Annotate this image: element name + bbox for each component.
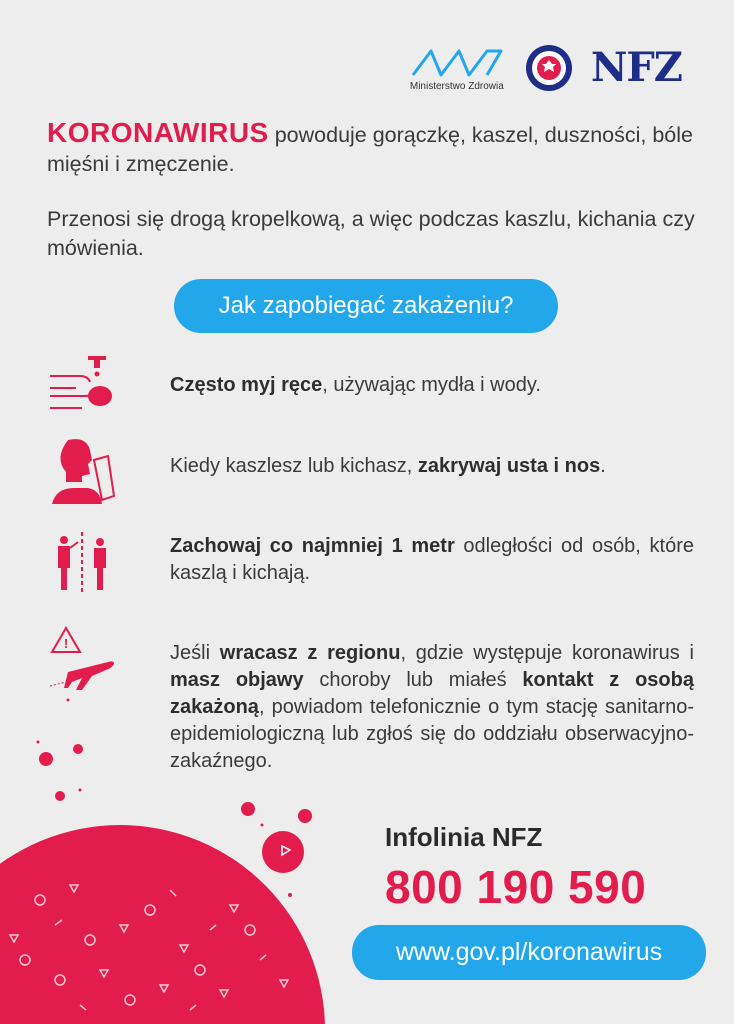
tip-4-bold-1: wracasz z regionu — [219, 642, 401, 664]
hand-wash-icon — [48, 352, 116, 422]
tip-4-bold-2: masz objawy — [170, 669, 304, 691]
tip-cover-mouth — [170, 453, 694, 480]
koronawirus-url-link[interactable]: www.gov.pl/koronawirus — [352, 925, 706, 980]
tip-4-text-2: , gdzie występuje koronawirus i — [400, 642, 695, 664]
tip-1-text: , używając mydła i wody. — [322, 374, 541, 396]
tip-3-text: odległości od osób, które kaszlą i kichają. — [170, 535, 694, 584]
svg-text:!: ! — [63, 636, 69, 651]
tip-2-end: . — [600, 455, 606, 477]
tip-1-bold: Często myj ręce — [170, 374, 323, 396]
keyword-koronawirus: KORONAWIRUS — [47, 117, 269, 148]
prevention-question-pill: Jak zapobiegać zakażeniu? — [174, 279, 558, 333]
tip-4-text-3: choroby lub miałeś — [303, 669, 523, 691]
cover-mouth-icon — [48, 436, 116, 506]
infoline-title: Infolinia NFZ — [385, 822, 543, 852]
sanitary-inspection-logo — [525, 44, 573, 92]
distance-icon — [48, 530, 116, 600]
travel-warning-icon — [48, 626, 116, 706]
tip-4-bold-3: kontakt z osobą zakażoną — [170, 669, 694, 718]
ministry-name: Ministerstwo Zdrowia — [409, 80, 504, 92]
ministry-wave-icon — [409, 45, 505, 79]
tip-3-bold: Zachowaj co najmniej 1 metr — [170, 535, 455, 557]
ministry-of-health-logo — [407, 45, 507, 92]
tip-2-bold: zakrywaj usta i nos — [417, 455, 601, 477]
infoline-phone-number[interactable]: 800 190 590 — [385, 861, 647, 913]
intro-paragraph-1 — [47, 118, 697, 179]
tip-keep-distance — [170, 533, 694, 587]
intro-symptoms: powoduje gorączkę, kaszel, duszności, bóle mięśni i zmęczenie. — [47, 123, 694, 176]
virus-decoration — [0, 730, 340, 1024]
tip-4-text-4: , powiadom telefonicznie o tym stację sanitarno-epidemiologiczną lub zgłoś się do oddziału obserwacyjno-zakaźnego. — [170, 696, 694, 772]
nfz-logo: NFZ — [590, 44, 682, 91]
intro-text — [47, 118, 697, 263]
intro-paragraph-2: Przenosi się drogą kropelkową, a więc podczas kaszlu, kichania czy mówienia. — [47, 207, 695, 260]
tip-wash-hands — [170, 372, 694, 399]
header-logos — [407, 44, 682, 92]
tip-2-text: Kiedy kaszlesz lub kichasz, — [170, 455, 418, 477]
tip-4-text-1: Jeśli — [170, 642, 220, 664]
